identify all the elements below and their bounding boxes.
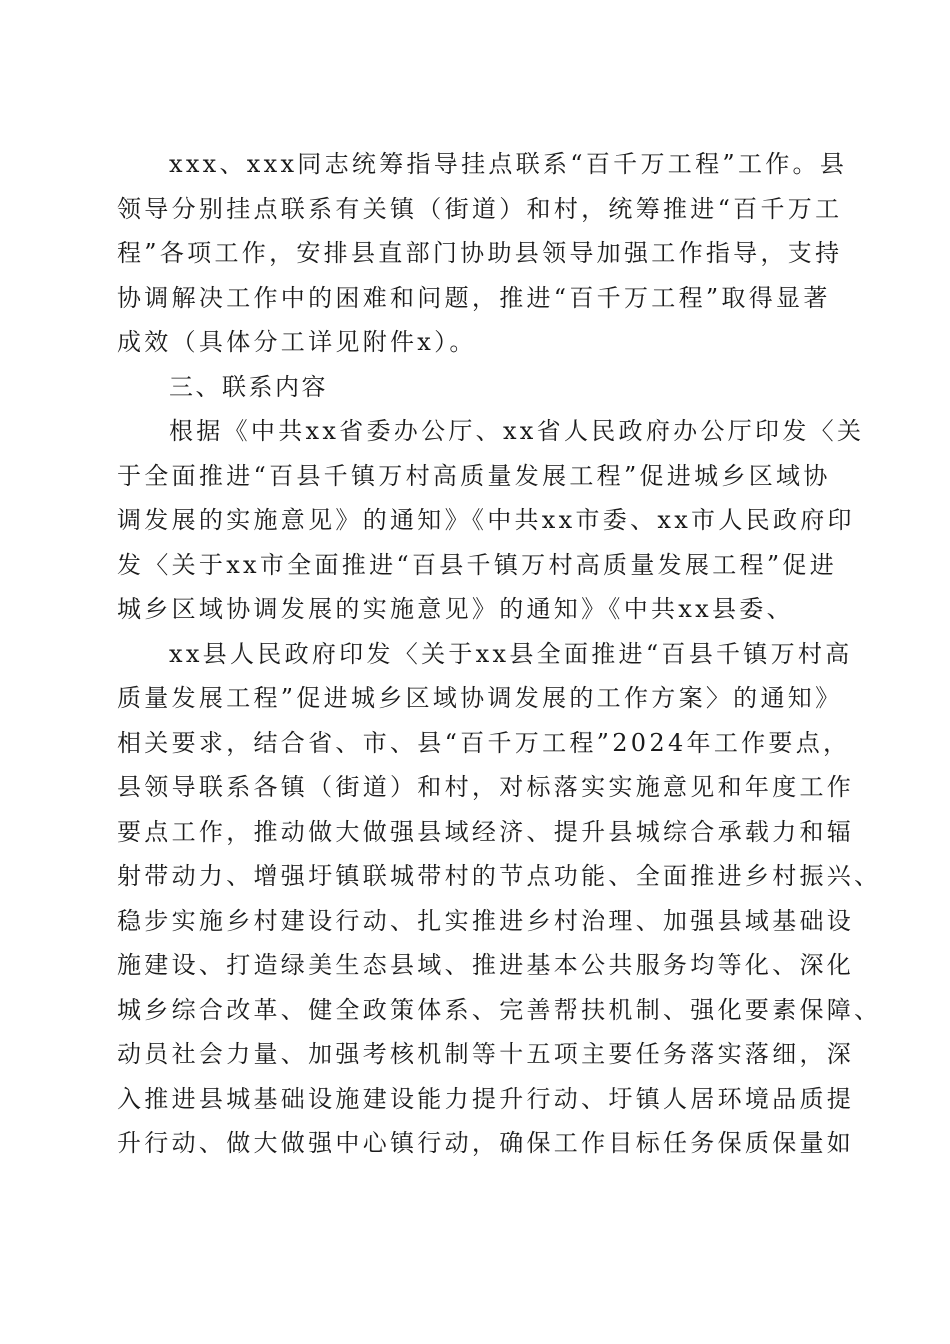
text-line: 成效（具体分工详见附件x）。 — [117, 328, 477, 356]
document-body — [117, 142, 882, 1166]
text-line: 要点工作，推动做大做强县域经济、提升县城综合承载力和辐 — [117, 817, 855, 846]
text-line: 升行动、做大做强中心镇行动，确保工作目标任务保质保量如 — [117, 1129, 855, 1157]
paragraph-tasks — [117, 632, 882, 1166]
text-line: 入推进县城基础设施建设能力提升行动、圩镇人居环境品质提 — [117, 1084, 855, 1113]
text-line: 稳步实施乡村建设行动、扎实推进乡村治理、加强县域基础设 — [117, 906, 855, 935]
text-line: 射带动力、增强圩镇联城带村的节点功能、全面推进乡村振兴、 — [117, 862, 882, 890]
text-line: 相关要求，结合省、市、县“百千万工程”2024年工作要点， — [117, 728, 851, 757]
section-heading: 三、联系内容 — [169, 372, 328, 401]
text-line: 质量发展工程”促进城乡区域协调发展的工作方案〉的通知》 — [117, 684, 843, 712]
text-line: 发〈关于xx市全面推进“百县千镇万村高质量发展工程”促进 — [117, 550, 838, 579]
text-line: 县领导联系各镇（街道）和村，对标落实实施意见和年度工作 — [117, 773, 855, 801]
text-line: 根据《中共xx省委办公厅、xx省人民政府办公厅印发〈关 — [169, 417, 865, 445]
text-line: 调发展的实施意见》的通知》《中共xx市委、xx市人民政府印 — [117, 506, 855, 534]
text-line: 城乡区域协调发展的实施意见》的通知》《中共xx县委、 — [117, 595, 794, 623]
text-line: xxx、xxx同志统筹指导挂点联系“百千万工程”工作。县 — [169, 150, 848, 178]
text-line: 领导分别挂点联系有关镇（街道）和村，统筹推进“百千万工 — [117, 194, 843, 223]
text-line: 城乡综合改革、健全政策体系、完善帮扶机制、强化要素保障、 — [117, 995, 882, 1024]
text-line: 施建设、打造绿美生态县域、推进基本公共服务均等化、深化 — [117, 951, 855, 979]
text-line: xx县人民政府印发〈关于xx县全面推进“百县千镇万村高 — [169, 639, 853, 668]
paragraph-assignment — [117, 142, 848, 365]
text-line: 动员社会力量、加强考核机制等十五项主要任务落实落细，深 — [117, 1040, 855, 1068]
text-line: 程”各项工作，安排县直部门协助县领导加强工作指导，支持 — [117, 239, 843, 267]
text-line: 于全面推进“百县千镇万村高质量发展工程”促进城乡区域协 — [117, 461, 831, 490]
text-line: 协调解决工作中的困难和问题，推进“百千万工程”取得显著 — [117, 283, 831, 312]
paragraph-basis — [117, 409, 865, 632]
